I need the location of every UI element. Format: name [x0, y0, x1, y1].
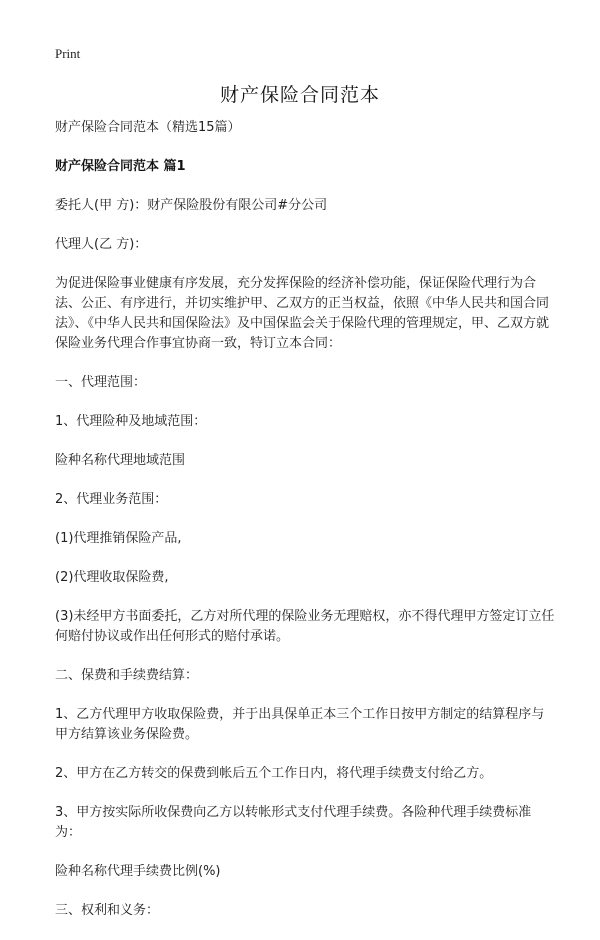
clause-item: 2、代理业务范围：: [55, 492, 168, 507]
clause-item: 1、代理险种及地域范围：: [55, 414, 207, 429]
table-header-line: 险种名称代理地域范围: [55, 453, 186, 468]
subtitle-paragraph: 财产保险合同范本（精选15篇）: [55, 120, 241, 135]
document-body: [55, 118, 555, 940]
clause-item: 2、甲方在乙方转交的保费到帐后五个工作日内，将代理手续费支付给乙方。: [55, 766, 493, 781]
clause-subitem: (1)代理推销保险产品,: [55, 531, 182, 546]
section-heading: 财产保险合同范本 篇1: [55, 159, 186, 174]
clause-heading: 一、代理范围：: [55, 375, 147, 390]
table-header-line: 险种名称代理手续费比例(%): [55, 864, 221, 879]
clause-subitem: (2)代理收取保险费,: [55, 570, 169, 585]
document-title: 财产保险合同范本: [219, 84, 380, 106]
preamble-paragraph: 为促进保险事业健康有序发展，充分发挥保险的经济补偿功能，保证保险代理行为合法、公正、有序进行，并切实维护甲、乙双方的正当权益，依照《中华人民共和国合同法》、《中华人民共和国保险法》及中国保监会关于保险代理的管理规定，甲、乙双方就保险业务代理合作事宜协商一致，特订立本合同：: [55, 276, 550, 351]
print-label: Print: [55, 46, 81, 61]
clause-item: 3、甲方按实际所收保费向乙方以转帐形式支付代理手续费。各险种代理手续费标准为：: [55, 805, 532, 840]
clause-heading: 三、权利和义务：: [55, 903, 160, 918]
agent-line: 代理人(乙 方)：: [55, 237, 148, 252]
clause-heading: 二、保费和手续费结算：: [55, 668, 199, 683]
clause-item: 1、乙方代理甲方收取保险费，并于出具保单正本三个工作日按甲方制定的结算程序与甲方结算该业务保险费。: [55, 707, 545, 742]
clause-subitem: (3)未经甲方书面委托，乙方对所代理的保险业务无理赔权，亦不得代理甲方签定订立任何赔付协议或作出任何形式的赔付承诺。: [55, 609, 555, 644]
principal-line: 委托人(甲 方)：财产保险股份有限公司#分公司: [55, 198, 328, 213]
